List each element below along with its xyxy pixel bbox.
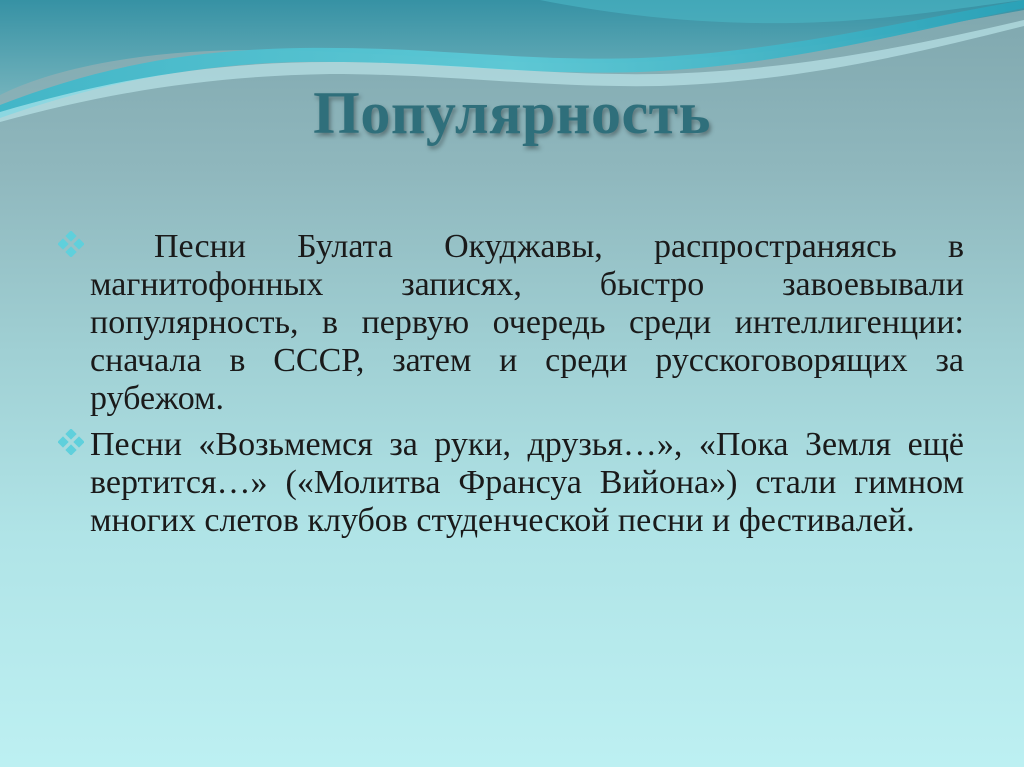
bullet-paragraph	[58, 426, 964, 540]
diamond-bullet-icon	[58, 231, 84, 257]
paragraph-text: Песни Булата Окуджавы, распространяясь в магнитофонных записях, быстро завоевывали популярность, в первую очередь среди интеллигенции: сначала в СССР, затем и среди русскоговорящих за рубежом.	[90, 228, 964, 417]
slide-body	[58, 228, 964, 548]
diamond-bullet-icon	[58, 429, 84, 455]
paragraph-text: Песни «Возьмемся за руки, друзья…», «Пока Земля ещё вертится…» («Молитва Франсуа Вийона») стали гимном многих слетов клубов студенческой песни и фестивалей.	[90, 426, 964, 539]
slide-title: Популярность	[313, 80, 711, 146]
bullet-paragraph	[58, 228, 964, 418]
